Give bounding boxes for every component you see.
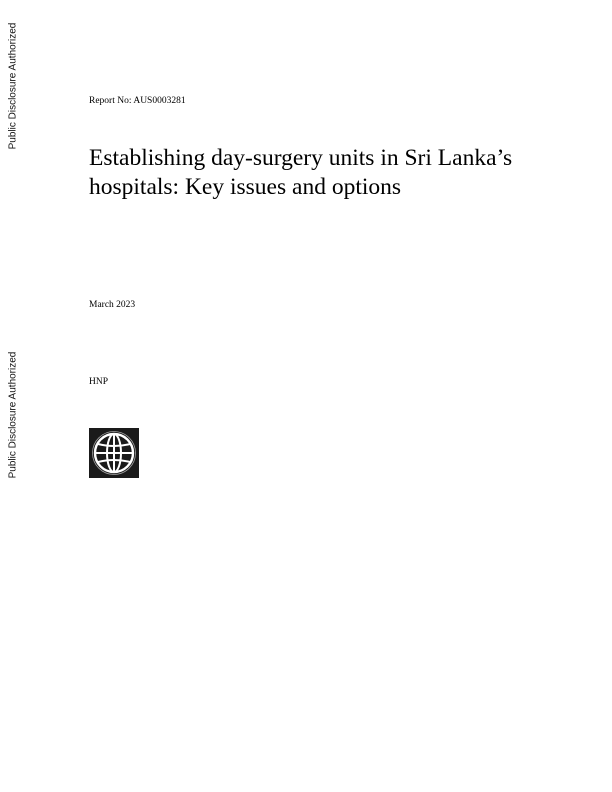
world-bank-logo [89,428,139,478]
report-title: Establishing day-surgery units in Sri Lanka’s hospitals: Key issues and options [89,145,513,200]
disclosure-stamp-bottom-text: Public Disclosure Authorized [7,351,19,479]
report-number: Report No: AUS0003281 [89,96,186,106]
report-date: March 2023 [89,300,136,310]
globe-icon [89,428,139,478]
disclosure-stamp-top-text: Public Disclosure Authorized [7,22,19,150]
report-unit: HNP [89,377,109,387]
